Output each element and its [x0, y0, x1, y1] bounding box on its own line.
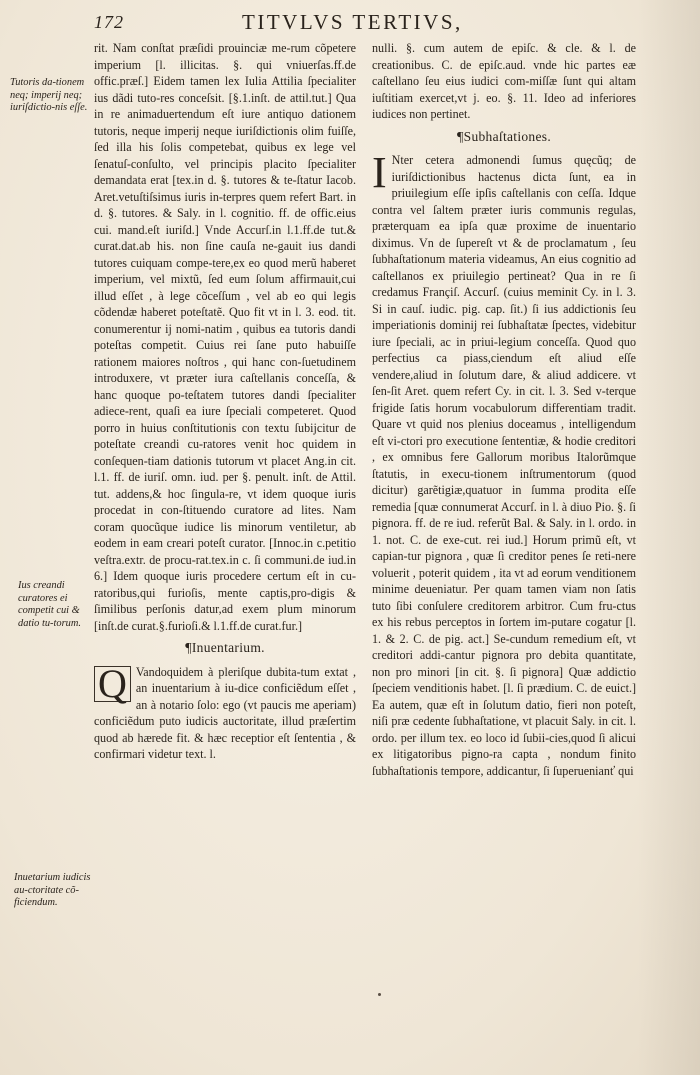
- section-heading-label: Subhaſtationes.: [463, 128, 552, 144]
- pilcrow-icon: ¶: [185, 641, 192, 656]
- page-number: 172: [94, 12, 124, 32]
- marginal-note-inuentarium: Inuetarium iudicis au-ctoritate cõ-ficiendum.: [14, 872, 91, 908]
- right-column-top-paragraph: nulli. §. cum autem de epiſc. & cle. & l. de creationibus. C. de epiſc.aud. vnde hic partes eæ caſtellano ſeu eius iudici com-miſſæ ſunt qui altam iuſtitiam exercet,vt j. eo. §. 11. Ideo ad inferiores iudices non pertinet.: [372, 41, 636, 121]
- inuentarium-text: Vandoquidem à pleriſque dubita-tum extat , an inuentarium à iu-dice conficiẽdum eſſet , an à notario ſolo: ego (vt paucis me aperiam) conficiẽdum puto iudicis auctoritate, illud præſertim quod ab hærede fit. & hæc receptior eſt ſententia , & confirmari videtur text. l.: [94, 664, 356, 761]
- subhastationes-paragraph: [372, 148, 636, 779]
- left-column-paragraph: rit. Nam conſtat præſidi prouinciæ me-rum cõpetere imperium [l. illicitas. §. qui vniuerſas.ff.de offic.præſ.] Eidem tamen lex Iulia Attilia ſpecialiter ius dãdi tuto-res conceſsit. [§.1.inſt. de attil.tut.] Qua in re animaduertendum eſt iure antiquo dationem tutoris, neque imperij neque iuriſdictionis olim fuiſſe, ſed illa his ſolis competebat, quibus ex lege vel ſenatuſ-conſulto, vel principis placito ſpecialiter demandata erat [tex.in d. §. tutores & te-ſtatur Iacob. Aret.vetuſtiſsimus iuris in-terpres quem refert Bart. in d. §. tutores. & Saly. in l. cognitio. ff. de offic.eius cui. mand.eſt iuriſd.] Vnde Accurſ.in l.1.ff.de tut.& curat.dat.ab his. non ſine cauſa ne-gauit ius dandi tutores cuiquam compe-tere,ex eo quod merũ haberet imperium, vel mixtũ, ſed eum ſolum affirmauit,cui illud eſſet , à lege cõceſſum , vel ab eo qui legis cõdendæ haberet poteſtatẽ. Quo fit vt in l. 3. eod. tit. conumerentur ij nomi-natim , quibus ea tutoris dandi poteſtas competit. Cuius rei ſane puto habuiſſe rationem maiores noſtros , qui hanc con-ſuetudinem introduxere, vt præter iura caſtellanis conceſſa, & hanc quoque po-teſtatem tutores dandi ſpecialiter adiece-rent, quaſi ea iure ſpeciali competeret. Quod porro in huius conſtitutionis con textu ſubijcitur de poteſtate creandi cu-ratores venit hoc quidem in conſequen-tiam dationis tutorum vt placet Ang.in cit. l.1. ff. de iuriſ. omn. iud. per §. penult. inſt. de Attil. tut. addens,& hoc ſingula-re, vt idem quoque iuris procedat in con-ſtituendo curatore ad lites. Nam coram quocũque iudice lis minorum ventiletur, ab eodem in eam creari poteſt curator. [Innoc.in c.petitio veſtra.extr. de procu-rat.tex.in c. ſi communi.de iud.in 6.] Idem quoque iuris procedere certum eſt in cu-ratoribus,qui furioſis, mente captis,pro-digis & ſimilibus perſonis datur,ad exem plum minorum [inſt.de curat.§.furioſi.& l.1.ff.de curat.fur.]: [94, 41, 356, 633]
- section-heading-inuentarium: [94, 640, 356, 658]
- inuentarium-paragraph: [94, 660, 356, 763]
- running-title: TITVLVS TERTIVS,: [242, 10, 463, 34]
- pilcrow-icon: ¶: [456, 129, 464, 145]
- right-column: [372, 40, 636, 781]
- left-column: [94, 40, 356, 765]
- marginal-note-curatores: Ius creandi curatores ei competit cui & datio tu-torum.: [18, 580, 81, 629]
- section-heading-label: Inuentarium.: [191, 640, 265, 655]
- ink-dot: [378, 993, 381, 996]
- marginal-note-tutoris: Tutoris da-tionem neq; imperij neq; iuriſdictio-nis eſſe.: [10, 77, 88, 113]
- subhastationes-text: Nter cetera admonendi ſumus quęcũq; de iuriſdictionibus hactenus dicta ſunt, ea in priuilegium eſſe ipſis caſtellanis con ceſſa. Idque contra vel ſaltem præter iuris communis regulas, præterquam ea ipſa quæ proxime de inuentario diximus. Vn de ſupereſt vt & de proclamatum , ſeu ſubhaſtationum materia videamus, An eius cognitio ad caſtellanos ex priuilegio pertineat? Qua in re ſi credamus Françiſ. Accurſ. (cuius meminit Cy. in l. 3. Si in cauſ. iudic. pig. cap. ſit.) ſi ius addictionis ſeu imperiationis dominij rei ſubhaſtatæ ſpectes, videbitur iure ſpeciali, ac in priui-legium conceſſa. Quod quo perfectius ca piass,ciendum eſt aliud eſſe vendere,aliud in ſolutum dare, & aliud addicere. vt ſen-ſit Aret. quem refert Cy. in cit. l. 3. Sed v-terque frigide ſatis horum vocabulorum differentiam tradit. Quare vt quid nos plenius doceamus , intelligendum eſt vi-ctori pro executione ſententiæ, & hodie creditori , ex omnibus fere Gallorum moribus Italorũmque ſtatutis, in execu-tionem inſtrumentorum (quod dicitur) garẽtigiæ,quatuor in ſumma prodita eſſe remedia [quæ connumerat Accurſ. in l. à diuo Pio. §. ſi pignora. ff. de re iud. referũt Bal. & Saly. in l. ordo. in 1. not. C. de exe-cut. rei iud.] Horum primũ eſt, vt capian-tur pignora , quæ ſi creditor penes ſe reti-nere voluerit , poterit quidem , ita vt ad eorum venditionem minime deueniatur. Per quam tamen viam non ſatis tuto ſibi conſulere creditorem arbitror. Cum fru-ctus ex his rebus perceptos in ſortem im-putare cogatur [l. 1. & 2. C. de pig. act.] Se-cundum remedium eſt, vt creditori addi-cantur pignora pro debita quantitate, non pro minori [in cit. §. ſi pignora] Quæ addictio ſpeciem venditionis habet. [l. ſi prædium. C. de euict.] Ea autem, quæ eſt in ſolutum datio, fieri non poteſt, niſi præ cedente ſubhaſtatione, vt placuit Saly. in cit. l. ordo. per illum tex. eo loco id ſubii-cies,quod ſi alicui ex litigatoribus pigno-ra capta , nondum finito ſubhaſtationis tempore, addicantur, ſi ſuperuenianť qui: [372, 153, 636, 778]
- dropcap-q: Q: [94, 666, 131, 702]
- page-gutter-shadow: [638, 0, 700, 1075]
- section-heading-subhastationes: [372, 129, 636, 147]
- dropcap-i: I: [372, 148, 387, 197]
